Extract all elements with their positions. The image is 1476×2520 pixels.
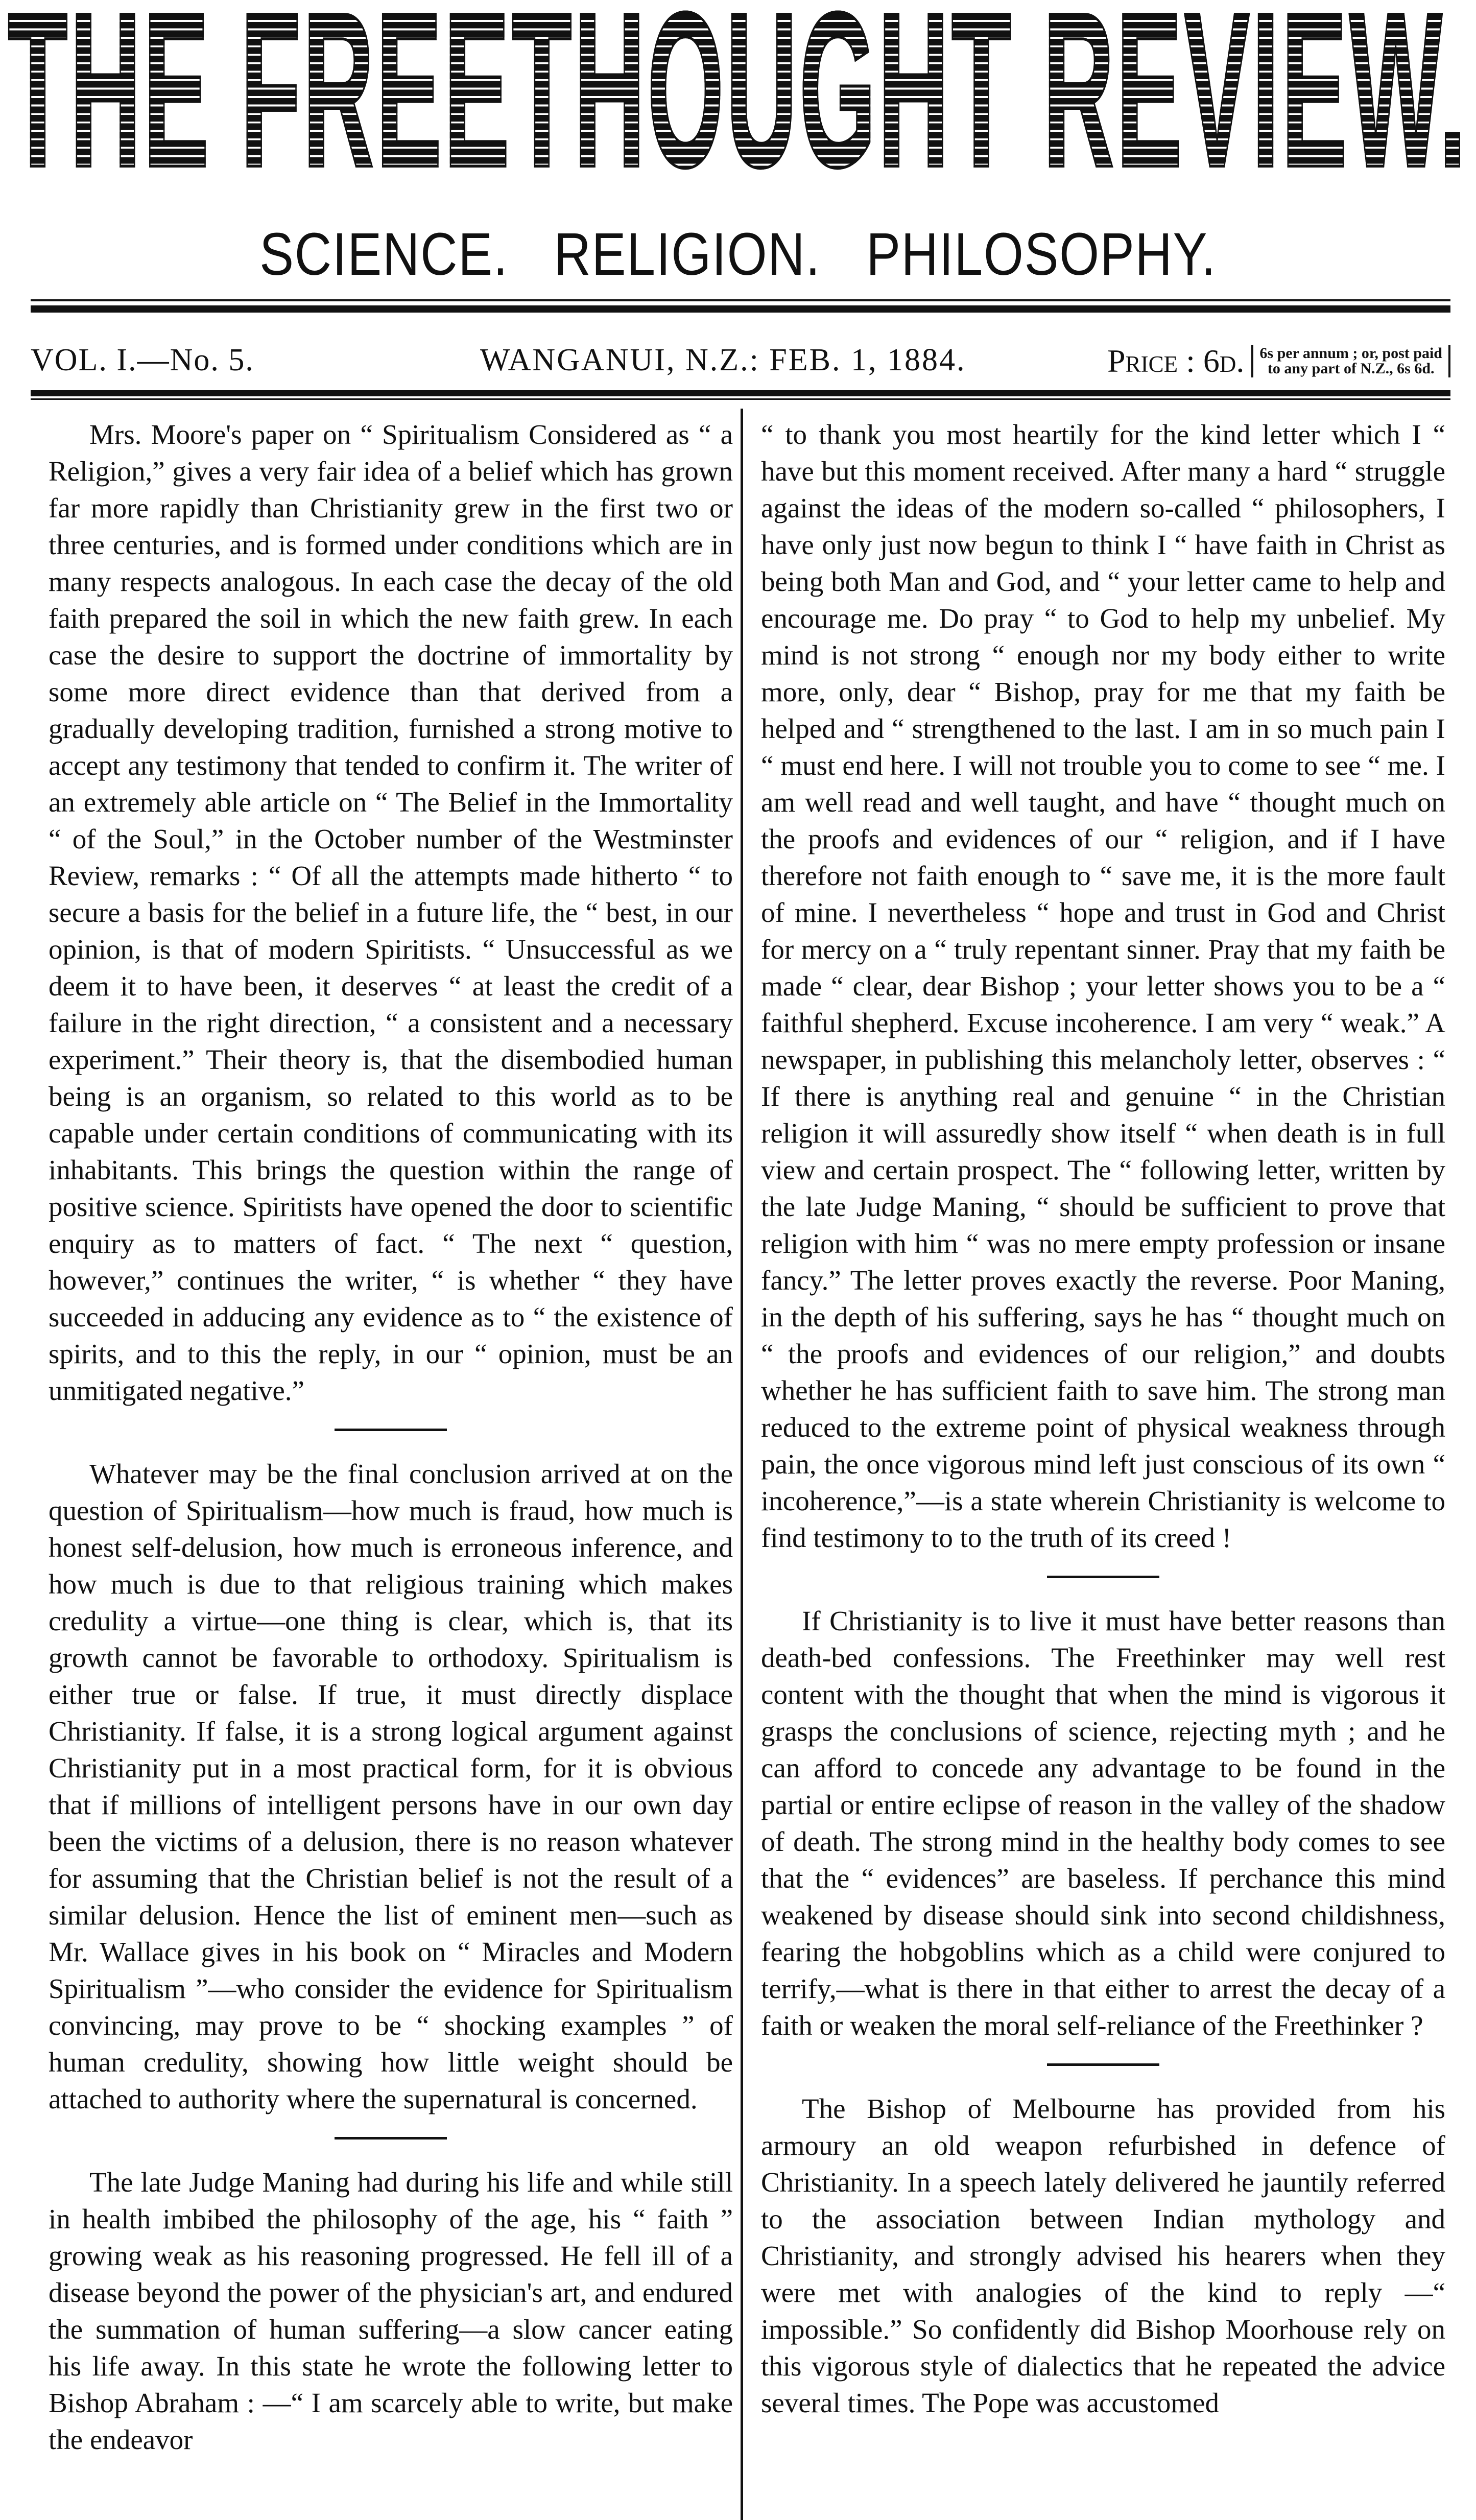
section-separator (335, 1429, 447, 1431)
newspaper-title: THE FREETHOUGHT REVIEW. (8, 0, 1468, 200)
article-paragraph: The late Judge Maning had during his life and while still in health imbibed the philosophy of the age, his “ faith ” growing weak as his reasoning progressed. He fell ill of a disease beyond the power of the physician's art, and endured the summation of human suffering—a slow cancer eating his life away. In this state he wrote the following letter to Bishop Abraham : —“ I am scarcely able to write, but make the endeavor (49, 2167, 733, 2455)
article-paragraph: “ to thank you most heartily for the kind letter which I “ have but this moment received. After many a hard “ struggle against the ideas of the modern so-called “ philosophers, I have only just now begun to think I “ have faith in Christ as being both Man and God, and “ your letter came to help and encourage me. Do pray “ to God to help my unbelief. My mind is not strong “ enough nor my body either to write more, only, dear “ Bishop, pray for me that my faith be helped and “ strengthened to the last. I am in so much pain I “ must end here. I will not trouble you to come to see “ me. I am well read and well taught, and have “ thought much on the proofs and evidences of our “ religion, and if I have therefore not faith enough to “ save me, it is the more fault of mine. I nevertheless “ hope and trust in God and Christ for mercy on a “ truly repentant sinner. Pray that my faith be made “ clear, dear Bishop ; your letter shows you to be a “ faithful shepherd. Excuse incoherence. I am very “ weak.” A newspaper, in publishing this melancholy letter, observes : “ If there is anything real and genuine “ in the Christian religion it will assuredly show itself “ when death is in full view and certain prospect. The “ following letter, written by the late Judge Maning, “ should be sufficient to prove that religion with him “ was no mere empty profession or insane fancy.” The letter proves exactly the reverse. Poor Maning, in the depth of his suffering, says he has “ thought much on “ the proofs and evidences of our religion,” and doubts whether he has sufficient faith to save him. The strong man reduced to the extreme point of physical weakness through pain, the once vigorous mind left just conscious of its own “ incoherence,”—is a state wherein Christianity is welcome to find testimony to to the truth of its creed ! (761, 419, 1445, 1553)
price-note (1251, 345, 1450, 377)
price-note-line-2: to any part of N.Z., 6s 6d. (1267, 360, 1435, 377)
issue-line (31, 337, 1450, 383)
issue-rule-thick (31, 390, 1450, 396)
header-rule-thick (31, 305, 1450, 313)
volume-number: VOL. I.—No. 5. (31, 343, 254, 377)
header-rule-thin (31, 299, 1450, 301)
price-block (1107, 342, 1450, 380)
price: Price : 6d. (1107, 343, 1245, 379)
newspaper-subtitle: SCIENCE. RELIGION. PHILOSOPHY. (259, 221, 1217, 288)
price-note-line-1: 6s per annum ; or, post paid (1259, 345, 1442, 362)
column-divider (741, 409, 743, 2520)
masthead (0, 0, 1476, 215)
article-paragraph: If Christianity is to live it must have better reasons than death-bed confessions. The Freethinker may well rest content with the thought that when the mind is vigorous it grasps the conclusions of science, rejecting myth ; and he can afford to concede any advantage to be found in the partial or entire eclipse of reason in the valley of the shadow of death. The strong mind in the healthy body comes to see that the “ evidences” are baseless. If perchance this mind weakened by disease should sink into second childishness, fearing the hobgoblins which as a child were conjured to terrify,—what is there in that either to arrest the decay of a faith or weaken the moral self-reliance of the Freethinker ? (761, 1605, 1445, 2041)
article-paragraph: The Bishop of Melbourne has provided from his armoury an old weapon refurbished in defence of Christianity. In a speech lately delivered he jauntily referred to the association between Indian mythology and Christianity, and strongly advised his hearers when they were met with analogies of the kind to reply —“ impossible.” So confidently did Bishop Moorhouse rely on this vigorous style of dialectics that he repeated the advice several times. The Pope was accustomed (761, 2093, 1445, 2418)
issue-rule-thin (31, 398, 1450, 400)
section-separator (1047, 1576, 1159, 1578)
left-column (49, 416, 733, 2458)
article-paragraph: Mrs. Moore's paper on “ Spiritualism Considered as “ a Religion,” gives a very fair idea of a belief which has grown far more rapidly than Christianity grew in the first two or three centuries, and is formed under conditions which are in many respects analogous. In each case the decay of the old faith prepared the soil in which the new faith grew. In each case the desire to support the doctrine of immortality by some more direct evidence than that derived from a gradually developing tradition, furnished a strong motive to accept any testimony that tended to confirm it. The writer of an extremely able article on “ The Belief in the Immortality “ of the Soul,” in the October number of the Westminster Review, remarks : “ Of all the attempts made hitherto “ to secure a basis for the belief in a future life, the “ best, in our opinion, is that of modern Spiritists. “ Unsuccessful as we deem it to have been, it deserves “ at least the credit of a failure in the right direction, “ a consistent and a necessary experiment.” Their theory is, that the disembodied human being is an organism, so related to this world as to be capable under certain conditions of communicating with its inhabitants. This brings the question within the range of positive science. Spiritists have opened the door to scientific enquiry as to matters of fact. “ The next “ question, however,” continues the writer, “ is whether “ they have succeeded in adducing any evidence as to “ the existence of spirits, and to this the reply, in our “ opinion, must be an unmitigated negative.” (49, 419, 733, 1406)
section-separator (1047, 2063, 1159, 2066)
section-separator (335, 2137, 447, 2139)
right-column (761, 416, 1445, 2421)
article-paragraph: Whatever may be the final conclusion arrived at on the question of Spiritualism—how much is fraud, how much is honest self-delusion, how much is erroneous inference, and how much is due to that religious training which makes credulity a virtue—one thing is clear, which is, that its growth cannot be favorable to orthodoxy. Spiritualism is either true or false. If true, it must directly displace Christianity. If false, it is a strong logical argument against Christianity put in a most practical form, for it is obvious that if millions of intelligent persons have in our own day been the victims of a delusion, there is no reason whatever for assuming that the Christian belief is not the result of a similar delusion. Hence the list of eminent men—such as Mr. Wallace gives in his book on “ Miracles and Modern Spiritualism ”—who consider the evidence for Spiritualism convincing, may prove to be “ shocking examples ” of human credulity, showing how little weight should be attached to authority where the supernatural is concerned. (49, 1458, 733, 2114)
place-date: WANGANUI, N.Z.: FEB. 1, 1884. (480, 343, 966, 377)
